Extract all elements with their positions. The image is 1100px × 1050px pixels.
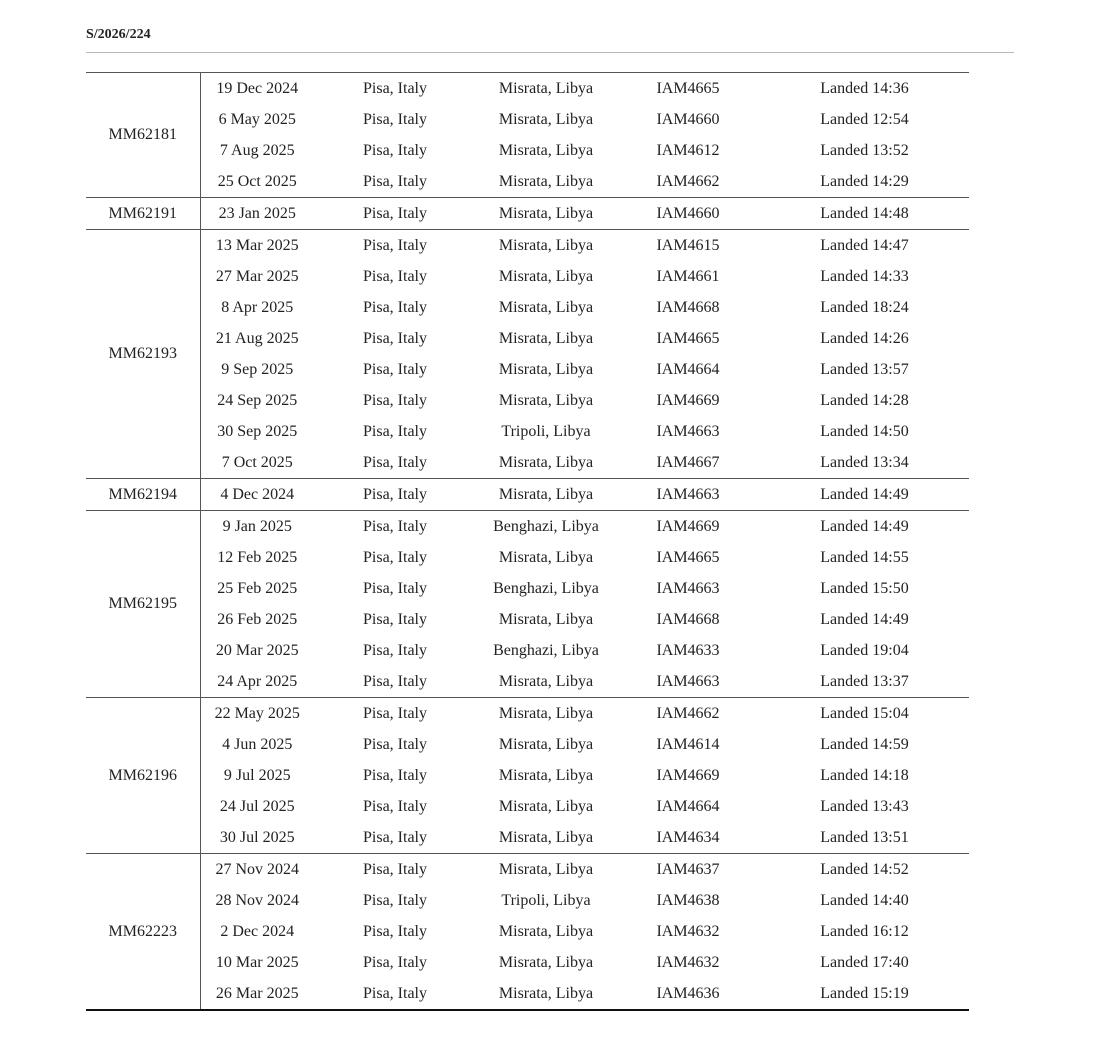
flight-origin: Pisa, Italy bbox=[314, 198, 476, 230]
flight-date: 26 Mar 2025 bbox=[215, 984, 299, 1002]
flight-date: 27 Nov 2024 bbox=[200, 854, 314, 886]
flight-status: Landed 15:04 bbox=[760, 698, 969, 730]
flight-number: IAM4632 bbox=[656, 953, 720, 971]
flight-number: IAM4667 bbox=[656, 453, 720, 471]
aircraft-registration: MM62191 bbox=[86, 198, 200, 230]
flight-destination: Misrata, Libya bbox=[498, 735, 594, 753]
flight-origin: Pisa, Italy bbox=[363, 172, 427, 190]
flight-origin: Pisa, Italy bbox=[363, 267, 427, 285]
flight-number: IAM4632 bbox=[656, 922, 720, 940]
flight-origin: Pisa, Italy bbox=[363, 672, 427, 690]
flight-date: 24 Jul 2025 bbox=[219, 797, 295, 815]
flight-date: 26 Feb 2025 bbox=[217, 610, 298, 628]
document-symbol: S/2026/224 bbox=[86, 27, 151, 42]
flight-number: IAM4664 bbox=[656, 797, 720, 815]
flight-status: Landed 14:40 bbox=[820, 891, 909, 909]
aircraft-registration: MM62193 bbox=[86, 230, 200, 479]
flight-number: IAM4614 bbox=[656, 735, 720, 753]
flight-status: Landed 14:49 bbox=[760, 479, 969, 511]
flight-date: 27 Mar 2025 bbox=[215, 267, 299, 285]
flight-date: 22 May 2025 bbox=[200, 698, 314, 730]
flight-origin: Pisa, Italy bbox=[314, 230, 476, 262]
aircraft-registration: MM62195 bbox=[86, 511, 200, 698]
flight-date: 9 Jul 2025 bbox=[223, 766, 291, 784]
flight-number: IAM4663 bbox=[656, 422, 720, 440]
flight-origin: Pisa, Italy bbox=[314, 511, 476, 543]
flight-status: Landed 13:43 bbox=[820, 797, 909, 815]
flight-origin: Pisa, Italy bbox=[363, 579, 427, 597]
flight-status: Landed 14:36 bbox=[760, 73, 969, 105]
flight-origin: Pisa, Italy bbox=[314, 854, 476, 886]
flight-destination: Misrata, Libya bbox=[498, 797, 594, 815]
flight-origin: Pisa, Italy bbox=[363, 610, 427, 628]
flight-origin: Pisa, Italy bbox=[363, 766, 427, 784]
flight-number: IAM4669 bbox=[616, 511, 760, 543]
flight-origin: Pisa, Italy bbox=[314, 73, 476, 105]
flight-status: Landed 14:28 bbox=[820, 391, 909, 409]
flight-number: IAM4634 bbox=[656, 828, 720, 846]
table-row bbox=[86, 666, 969, 698]
flight-date: 30 Sep 2025 bbox=[217, 422, 298, 440]
flight-number: IAM4633 bbox=[656, 641, 720, 659]
flight-status: Landed 15:19 bbox=[820, 984, 909, 1002]
flight-status: Landed 14:52 bbox=[760, 854, 969, 886]
flight-destination: Benghazi, Libya bbox=[493, 579, 599, 597]
flight-status: Landed 13:34 bbox=[820, 453, 909, 471]
flight-destination: Misrata, Libya bbox=[498, 172, 594, 190]
flight-origin: Pisa, Italy bbox=[363, 953, 427, 971]
table-row bbox=[86, 916, 969, 947]
flight-number: IAM4615 bbox=[616, 230, 760, 262]
flight-number: IAM4663 bbox=[656, 672, 720, 690]
flight-status: Landed 14:49 bbox=[760, 511, 969, 543]
flight-destination: Misrata, Libya bbox=[476, 479, 616, 511]
flight-number: IAM4663 bbox=[616, 479, 760, 511]
flight-origin: Pisa, Italy bbox=[363, 891, 427, 909]
flight-origin: Pisa, Italy bbox=[314, 479, 476, 511]
flight-status: Landed 14:26 bbox=[820, 329, 909, 347]
table-row bbox=[86, 791, 969, 822]
flight-date: 21 Aug 2025 bbox=[215, 329, 299, 347]
table-row bbox=[86, 978, 969, 1010]
flight-origin: Pisa, Italy bbox=[363, 391, 427, 409]
flight-destination: Misrata, Libya bbox=[498, 766, 594, 784]
table-row bbox=[86, 385, 969, 416]
flight-destination: Misrata, Libya bbox=[498, 984, 594, 1002]
flight-number: IAM4638 bbox=[656, 891, 720, 909]
flight-origin: Pisa, Italy bbox=[363, 329, 427, 347]
flight-number: IAM4612 bbox=[656, 141, 720, 159]
flight-destination: Misrata, Libya bbox=[476, 698, 616, 730]
flight-destination: Misrata, Libya bbox=[498, 953, 594, 971]
flight-status: Landed 15:50 bbox=[820, 579, 909, 597]
flight-date: 24 Apr 2025 bbox=[217, 672, 298, 690]
flight-destination: Misrata, Libya bbox=[498, 141, 594, 159]
flight-destination: Benghazi, Libya bbox=[493, 641, 599, 659]
flight-number: IAM4668 bbox=[656, 298, 720, 316]
flight-status: Landed 14:49 bbox=[820, 610, 909, 628]
flight-status: Landed 13:51 bbox=[820, 828, 909, 846]
flight-date: 28 Nov 2024 bbox=[215, 891, 300, 909]
table-row bbox=[86, 885, 969, 916]
aircraft-registration: MM62194 bbox=[86, 479, 200, 511]
flight-status: Landed 14:18 bbox=[820, 766, 909, 784]
flight-status: Landed 13:37 bbox=[820, 672, 909, 690]
flight-date: 25 Oct 2025 bbox=[217, 172, 297, 190]
flight-destination: Misrata, Libya bbox=[498, 360, 594, 378]
flight-destination: Misrata, Libya bbox=[498, 672, 594, 690]
flight-status: Landed 14:48 bbox=[760, 198, 969, 230]
table-row bbox=[86, 604, 969, 635]
flight-status: Landed 14:50 bbox=[820, 422, 909, 440]
flight-date: 9 Sep 2025 bbox=[221, 360, 294, 378]
aircraft-registration: MM62181 bbox=[86, 73, 200, 198]
flight-date: 25 Feb 2025 bbox=[217, 579, 298, 597]
flight-status: Landed 14:59 bbox=[820, 735, 909, 753]
flight-destination: Misrata, Libya bbox=[498, 610, 594, 628]
flight-destination: Tripoli, Libya bbox=[501, 891, 591, 909]
flight-status: Landed 14:33 bbox=[820, 267, 909, 285]
flight-origin: Pisa, Italy bbox=[363, 548, 427, 566]
table-row bbox=[86, 729, 969, 760]
flight-origin: Pisa, Italy bbox=[363, 360, 427, 378]
flight-date: 12 Feb 2025 bbox=[217, 548, 298, 566]
flights-table-body bbox=[86, 73, 969, 1011]
table-row bbox=[86, 416, 969, 447]
table-row bbox=[86, 479, 969, 511]
flight-destination: Misrata, Libya bbox=[476, 198, 616, 230]
flight-number: IAM4660 bbox=[656, 110, 720, 128]
flight-date: 4 Dec 2024 bbox=[200, 479, 314, 511]
table-row bbox=[86, 261, 969, 292]
table-row bbox=[86, 511, 969, 543]
flight-origin: Pisa, Italy bbox=[363, 422, 427, 440]
flight-destination: Misrata, Libya bbox=[498, 110, 594, 128]
table-row bbox=[86, 542, 969, 573]
table-row bbox=[86, 292, 969, 323]
flight-origin: Pisa, Italy bbox=[314, 698, 476, 730]
flight-destination: Misrata, Libya bbox=[498, 828, 594, 846]
flight-destination: Misrata, Libya bbox=[498, 267, 594, 285]
flight-status: Landed 16:12 bbox=[820, 922, 909, 940]
flight-number: IAM4637 bbox=[616, 854, 760, 886]
flight-origin: Pisa, Italy bbox=[363, 828, 427, 846]
table-row bbox=[86, 166, 969, 198]
flight-date: 6 May 2025 bbox=[218, 110, 296, 128]
table-row bbox=[86, 354, 969, 385]
table-row bbox=[86, 698, 969, 730]
flight-date: 10 Mar 2025 bbox=[215, 953, 299, 971]
flight-destination: Misrata, Libya bbox=[498, 298, 594, 316]
flight-date: 9 Jan 2025 bbox=[200, 511, 314, 543]
flight-destination: Misrata, Libya bbox=[498, 548, 594, 566]
flight-status: Landed 13:52 bbox=[820, 141, 909, 159]
flight-origin: Pisa, Italy bbox=[363, 735, 427, 753]
table-row bbox=[86, 447, 969, 479]
flight-date: 24 Sep 2025 bbox=[217, 391, 298, 409]
flight-destination: Misrata, Libya bbox=[498, 391, 594, 409]
flight-number: IAM4662 bbox=[656, 172, 720, 190]
flight-date: 4 Jun 2025 bbox=[222, 735, 293, 753]
flight-destination: Misrata, Libya bbox=[476, 854, 616, 886]
table-row bbox=[86, 73, 969, 105]
flight-number: IAM4669 bbox=[656, 391, 720, 409]
flight-destination: Misrata, Libya bbox=[498, 922, 594, 940]
table-row bbox=[86, 323, 969, 354]
flight-date: 13 Mar 2025 bbox=[200, 230, 314, 262]
flight-destination: Misrata, Libya bbox=[498, 329, 594, 347]
header-divider bbox=[86, 52, 1014, 53]
table-row bbox=[86, 104, 969, 135]
table-row bbox=[86, 230, 969, 262]
flight-destination: Misrata, Libya bbox=[476, 230, 616, 262]
table-row bbox=[86, 135, 969, 166]
flight-origin: Pisa, Italy bbox=[363, 641, 427, 659]
flight-number: IAM4636 bbox=[656, 984, 720, 1002]
table-row bbox=[86, 198, 969, 230]
flight-date: 8 Apr 2025 bbox=[221, 298, 294, 316]
flight-number: IAM4668 bbox=[656, 610, 720, 628]
table-row bbox=[86, 822, 969, 854]
table-row bbox=[86, 854, 969, 886]
flight-status: Landed 14:55 bbox=[820, 548, 909, 566]
flights-table bbox=[86, 72, 969, 1011]
flight-number: IAM4665 bbox=[616, 73, 760, 105]
flight-status: Landed 19:04 bbox=[820, 641, 909, 659]
aircraft-registration: MM62196 bbox=[86, 698, 200, 854]
flight-origin: Pisa, Italy bbox=[363, 984, 427, 1002]
flight-origin: Pisa, Italy bbox=[363, 141, 427, 159]
flight-destination: Benghazi, Libya bbox=[476, 511, 616, 543]
table-row bbox=[86, 760, 969, 791]
flight-number: IAM4662 bbox=[616, 698, 760, 730]
flight-status: Landed 18:24 bbox=[820, 298, 909, 316]
flight-date: 20 Mar 2025 bbox=[215, 641, 299, 659]
flight-date: 30 Jul 2025 bbox=[219, 828, 295, 846]
flight-destination: Tripoli, Libya bbox=[501, 422, 591, 440]
flight-origin: Pisa, Italy bbox=[363, 453, 427, 471]
flight-status: Landed 13:57 bbox=[820, 360, 909, 378]
flight-status: Landed 12:54 bbox=[820, 110, 909, 128]
aircraft-registration: MM62223 bbox=[86, 854, 200, 1011]
flight-origin: Pisa, Italy bbox=[363, 797, 427, 815]
flight-destination: Misrata, Libya bbox=[476, 73, 616, 105]
flight-status: Landed 14:29 bbox=[820, 172, 909, 190]
flight-origin: Pisa, Italy bbox=[363, 298, 427, 316]
flight-origin: Pisa, Italy bbox=[363, 922, 427, 940]
table-row bbox=[86, 635, 969, 666]
flight-date: 19 Dec 2024 bbox=[200, 73, 314, 105]
flight-origin: Pisa, Italy bbox=[363, 110, 427, 128]
flight-number: IAM4664 bbox=[656, 360, 720, 378]
flight-status: Landed 14:47 bbox=[760, 230, 969, 262]
flight-number: IAM4660 bbox=[616, 198, 760, 230]
table-row bbox=[86, 947, 969, 978]
flight-date: 2 Dec 2024 bbox=[220, 922, 295, 940]
flight-number: IAM4663 bbox=[656, 579, 720, 597]
table-row bbox=[86, 573, 969, 604]
flight-number: IAM4661 bbox=[656, 267, 720, 285]
flight-number: IAM4669 bbox=[656, 766, 720, 784]
flight-date: 7 Aug 2025 bbox=[219, 141, 295, 159]
flight-status: Landed 17:40 bbox=[820, 953, 909, 971]
flight-date: 7 Oct 2025 bbox=[221, 453, 293, 471]
flight-number: IAM4665 bbox=[656, 329, 720, 347]
flight-date: 23 Jan 2025 bbox=[200, 198, 314, 230]
flight-destination: Misrata, Libya bbox=[498, 453, 594, 471]
flight-number: IAM4665 bbox=[656, 548, 720, 566]
